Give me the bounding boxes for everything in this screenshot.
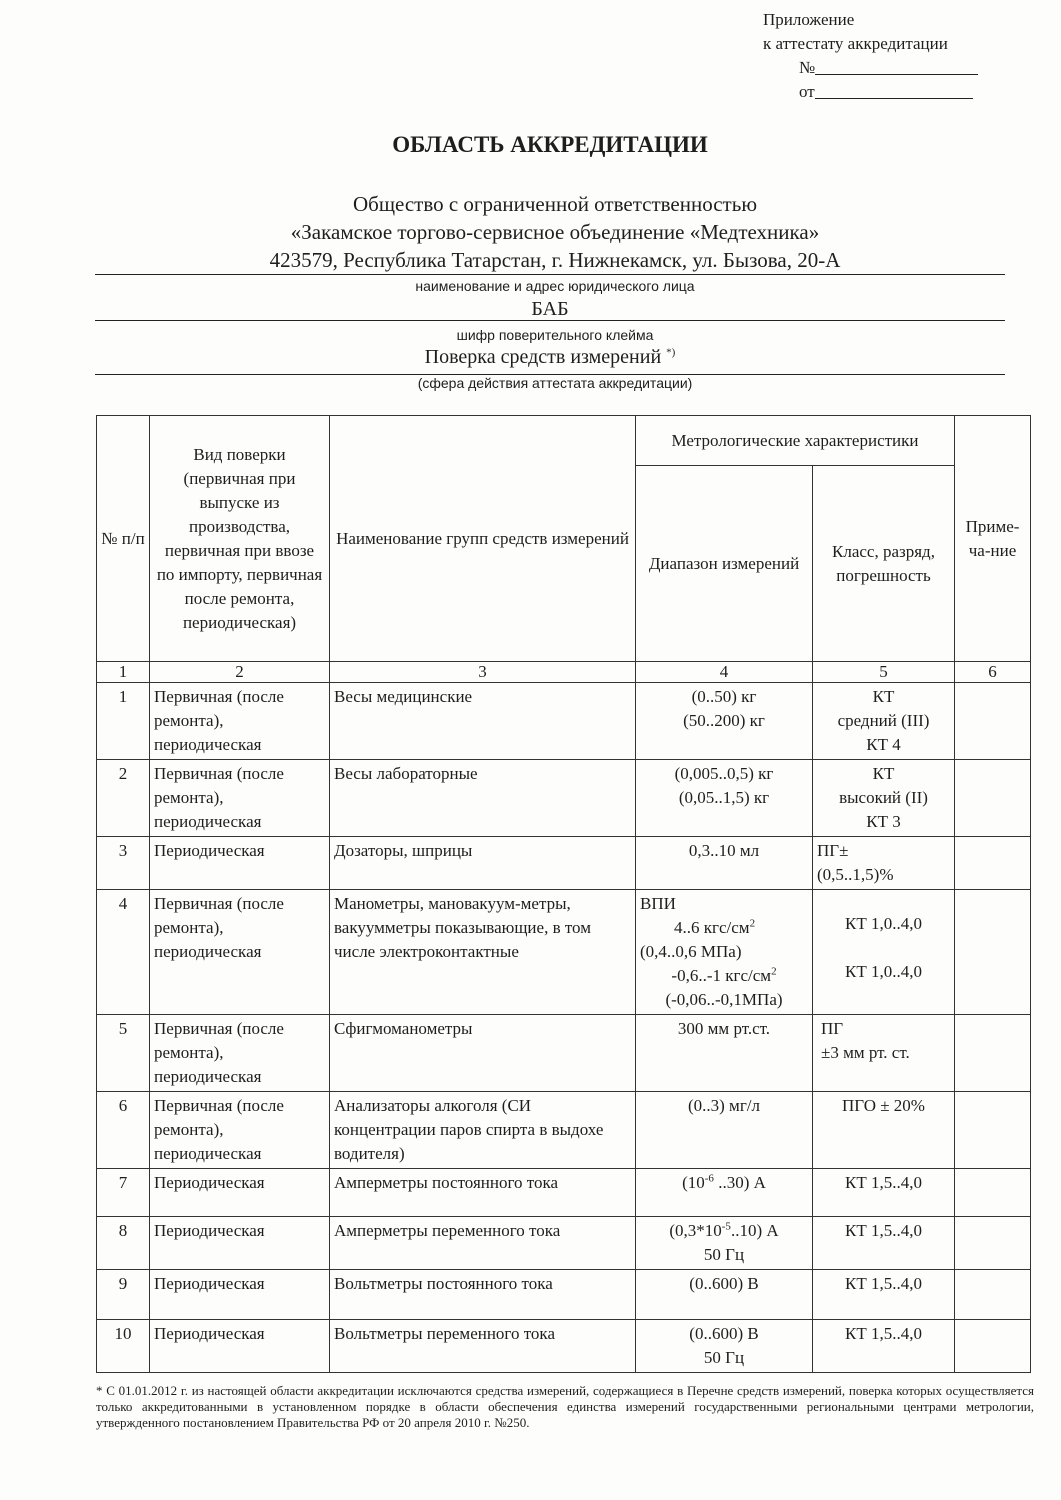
row-name: Амперметры постоянного тока <box>330 1169 636 1217</box>
range-line: 50 Гц <box>703 1348 745 1367</box>
date-blank <box>815 80 973 99</box>
row-type: Периодическая <box>150 1169 330 1217</box>
row-note <box>955 760 1031 837</box>
row-note <box>955 1092 1031 1169</box>
class-line: КТ 4 <box>866 735 901 754</box>
header-note: Приме-ча-ние <box>955 416 1031 662</box>
class-line: КТ 1,5..4,0 <box>845 1324 922 1343</box>
scope-value: Поверка средств измерений <box>424 346 662 368</box>
range-line: (50..200) кг <box>683 711 765 730</box>
row-class <box>813 1217 955 1270</box>
row-type: Первичная (после ремонта), периодическая <box>150 1015 330 1092</box>
row-type: Первичная (после ремонта), периодическая <box>150 890 330 1015</box>
row-note <box>955 890 1031 1015</box>
range-value: ..30) А <box>713 1173 766 1192</box>
row-range <box>636 1217 813 1270</box>
row-name: Дозаторы, шприцы <box>330 837 636 890</box>
header-range: Диапазон измерений <box>636 466 813 662</box>
appendix-block <box>763 8 978 104</box>
range-line: (0,4..0,6 МПа) <box>640 942 742 961</box>
appendix-date-line <box>763 80 978 104</box>
class-line: КТ 1,0..4,0 <box>845 914 922 933</box>
table-row <box>97 1217 1031 1270</box>
row-range <box>636 683 813 760</box>
row-type: Первичная (после ремонта), периодическая <box>150 1092 330 1169</box>
stamp-caption: шифр поверительного клейма <box>456 327 654 343</box>
class-line: КТ 3 <box>866 812 901 831</box>
class-line: КТ 1,5..4,0 <box>845 1274 922 1293</box>
class-line: ±3 мм рт. ст. <box>821 1043 910 1062</box>
appendix-number-line <box>763 56 978 80</box>
row-num: 2 <box>97 760 150 837</box>
row-note <box>955 683 1031 760</box>
col-number-1: 1 <box>97 662 150 683</box>
class-line: средний (III) <box>837 711 930 730</box>
class-line: КТ 1,5..4,0 <box>845 1173 922 1192</box>
table-row <box>97 1270 1031 1320</box>
row-num: 5 <box>97 1015 150 1092</box>
org-line2: «Закамское торгово-сервисное объединение «Медтехника» <box>290 220 820 244</box>
row-class <box>813 1320 955 1373</box>
scope-caption: (сфера действия аттестата аккредитации) <box>417 375 693 391</box>
row-type: Периодическая <box>150 1270 330 1320</box>
range-line: 0,3..10 мл <box>688 841 760 860</box>
row-class <box>813 837 955 890</box>
row-type: Периодическая <box>150 1217 330 1270</box>
col-number-3: 3 <box>330 662 636 683</box>
table-row <box>97 1092 1031 1169</box>
range-value: ..10) А <box>730 1221 779 1240</box>
row-num: 10 <box>97 1320 150 1373</box>
range-line: (0,05..1,5) кг <box>678 788 770 807</box>
row-class <box>813 760 955 837</box>
row-class <box>813 1270 955 1320</box>
stamp-value: БАБ <box>531 298 569 320</box>
row-type: Первичная (после ремонта), периодическая <box>150 760 330 837</box>
range-value: 4..6 кгс/см <box>674 918 750 937</box>
org-rule <box>95 274 1005 275</box>
range-value: (10 <box>682 1173 705 1192</box>
table-row <box>97 1015 1031 1092</box>
number-blank <box>815 56 978 75</box>
range-line: (0..50) кг <box>691 687 757 706</box>
date-label: от <box>799 82 815 101</box>
col-number-4: 4 <box>636 662 813 683</box>
stamp-rule <box>95 320 1005 321</box>
range-line <box>640 1171 808 1195</box>
scope-line <box>0 346 1061 369</box>
range-line: 50 Гц <box>703 1245 745 1264</box>
header-num: № п/п <box>97 416 150 662</box>
appendix-line1: Приложение <box>763 10 855 29</box>
row-class <box>813 1169 955 1217</box>
table-row <box>97 683 1031 760</box>
appendix-line2: к аттестату аккредитации <box>763 34 948 53</box>
col-number-6: 6 <box>955 662 1031 683</box>
row-range <box>636 1320 813 1373</box>
range-line: (0..600) В <box>689 1324 759 1343</box>
row-note <box>955 837 1031 890</box>
range-value: -0,6..-1 кгс/см <box>671 966 772 985</box>
class-line: КТ <box>872 687 895 706</box>
row-class <box>813 1015 955 1092</box>
row-note <box>955 1270 1031 1320</box>
row-class <box>813 1092 955 1169</box>
row-name: Сфигмоманометры <box>330 1015 636 1092</box>
row-num: 4 <box>97 890 150 1015</box>
table-row <box>97 837 1031 890</box>
range-line <box>640 916 808 940</box>
range-exponent: -6 <box>704 1172 714 1185</box>
class-line: ПГ± <box>817 841 849 860</box>
org-line1: Общество с ограниченной ответственностью <box>352 192 758 216</box>
row-range <box>636 837 813 890</box>
row-range <box>636 1092 813 1169</box>
row-note <box>955 1320 1031 1373</box>
row-name: Манометры, мановакуум-метры, вакуумметры показывающие, в том числе электроконтактные <box>330 890 636 1015</box>
row-name: Весы медицинские <box>330 683 636 760</box>
row-name: Вольтметры постоянного тока <box>330 1270 636 1320</box>
table-row <box>97 1169 1031 1217</box>
range-value: (0,3*10 <box>669 1221 722 1240</box>
row-range <box>636 1169 813 1217</box>
row-type: Первичная (после ремонта), периодическая <box>150 683 330 760</box>
row-name: Вольтметры переменного тока <box>330 1320 636 1373</box>
range-line: (0,005..0,5) кг <box>674 764 774 783</box>
scope-mark: *) <box>666 346 676 359</box>
row-num: 9 <box>97 1270 150 1320</box>
range-line: (0..3) мг/л <box>687 1096 760 1115</box>
number-label: № <box>799 58 816 77</box>
class-line: КТ 1,5..4,0 <box>845 1221 922 1240</box>
row-note <box>955 1015 1031 1092</box>
class-line: (0,5..1,5)% <box>817 865 894 884</box>
header-class: Класс, разряд, погрешность <box>813 466 955 662</box>
table-row <box>97 1320 1031 1373</box>
row-type: Периодическая <box>150 1320 330 1373</box>
table-row <box>97 760 1031 837</box>
range-line <box>640 1219 808 1243</box>
class-line: высокий (II) <box>839 788 928 807</box>
row-num: 7 <box>97 1169 150 1217</box>
row-range <box>636 1015 813 1092</box>
header-name: Наименование групп средств измерений <box>330 416 636 662</box>
row-num: 8 <box>97 1217 150 1270</box>
row-range <box>636 890 813 1015</box>
range-label: ВПИ <box>640 894 676 913</box>
row-num: 3 <box>97 837 150 890</box>
class-line: КТ 1,0..4,0 <box>845 962 922 981</box>
table-row <box>97 890 1031 1015</box>
header-metrological: Метрологические характеристики <box>636 416 955 466</box>
range-line: 300 мм рт.ст. <box>677 1019 771 1038</box>
row-range <box>636 1270 813 1320</box>
class-line: ПГ <box>821 1019 844 1038</box>
row-range <box>636 760 813 837</box>
document-title: ОБЛАСТЬ АККРЕДИТАЦИИ <box>392 132 708 157</box>
class-line: КТ <box>872 764 895 783</box>
row-type: Периодическая <box>150 837 330 890</box>
row-class <box>813 890 955 1015</box>
row-note <box>955 1217 1031 1270</box>
row-num: 6 <box>97 1092 150 1169</box>
row-num: 1 <box>97 683 150 760</box>
row-class <box>813 683 955 760</box>
row-name: Амперметры переменного тока <box>330 1217 636 1270</box>
org-caption: наименование и адрес юридического лица <box>415 278 695 294</box>
header-type: Вид поверки (первичная при выпуске из производства, первичная при ввозе по импорту, первичная после ремонта, периодическая) <box>150 416 330 662</box>
org-address: 423579, Республика Татарстан, г. Нижнекамск, ул. Бызова, 20-А <box>269 248 841 272</box>
accreditation-table <box>96 415 1031 1373</box>
class-line: ПГО ± 20% <box>842 1096 925 1115</box>
range-exponent: 2 <box>749 917 756 930</box>
row-name: Весы лабораторные <box>330 760 636 837</box>
row-note <box>955 1169 1031 1217</box>
col-number-5: 5 <box>813 662 955 683</box>
range-line: (-0,06..-0,1МПа) <box>665 990 783 1009</box>
range-line: (0..600) В <box>689 1274 759 1293</box>
footnote: * С 01.01.2012 г. из настоящей области аккредитации исключаются средства измерений, содержащиеся в Перечне средств измерений, поверка которых осуществляется только аккредитованными в установленном порядке в области обеспечения единства измерений государственными региональными центрами метрологии, утвержденного постановлением Правительства РФ от 20 апреля 2010 г. №250. <box>96 1383 1034 1430</box>
row-name: Анализаторы алкоголя (СИ концентрации паров спирта в выдохе водителя) <box>330 1092 636 1169</box>
range-exponent: -5 <box>721 1220 731 1233</box>
range-exponent: 2 <box>771 965 777 978</box>
range-line <box>640 964 808 988</box>
col-number-2: 2 <box>150 662 330 683</box>
